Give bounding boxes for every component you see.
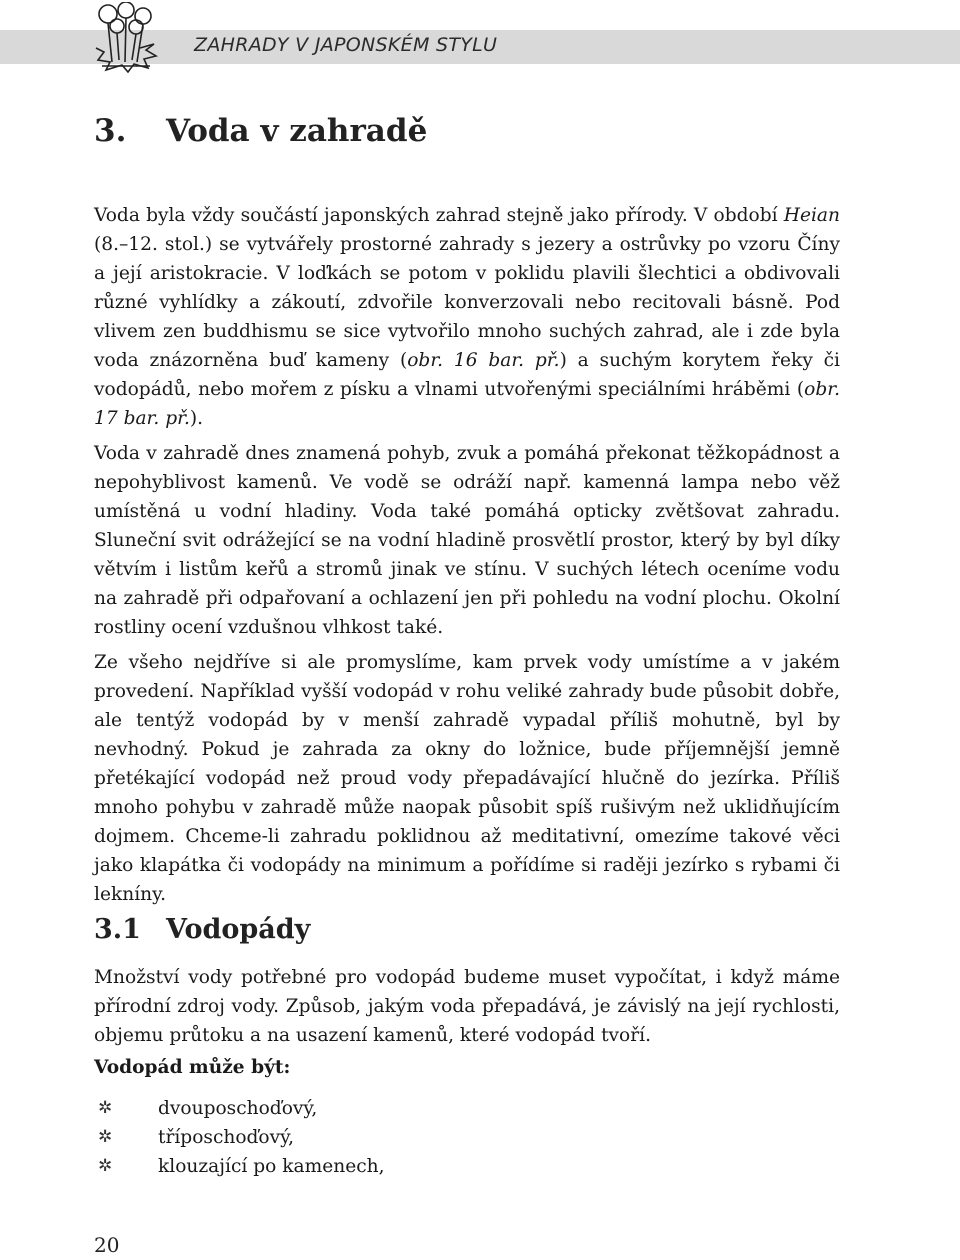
paragraph: Voda v zahradě dnes znamená pohyb, zvuk a pomáhá překonat těžkopádnost a nepohyblivost kamenů. Ve vodě se odráží např. kamenná lampa nebo věž umístěná u vodní hladiny. Voda také pomáhá opticky zvětšovat zahradu. Sluneční svit odrážející se na vodní hladině prosvětlí prostor, který by byl díky větvím i listům keřů a stromů jinak ve stínu. V suchých létech oceníme vodu na zahradě při odpařovaní a ochlazení jen při pohledu na vodní plochu. Okolní rostliny ocení vzdušnou vlhkost také. <box>94 443 840 638</box>
page-number: 20 <box>94 1233 120 1257</box>
trees-logo-icon <box>92 2 160 74</box>
section-number: 3.1 <box>94 914 141 945</box>
chapter-title: Voda v zahradě <box>166 113 428 149</box>
list-item-text: klouzající po kamenech, <box>158 1156 385 1177</box>
figure-reference: obr. 16 bar. př. <box>407 350 560 371</box>
bullet-list <box>94 1094 385 1181</box>
running-header-title: ZAHRADY V JAPONSKÉM STYLU <box>194 34 498 56</box>
list-item-text: tříposchoďový, <box>158 1127 295 1148</box>
paragraph <box>94 201 840 433</box>
text-run: ) a suchým korytem řeky či vodopádů, nebo mořem z písku a vlnami utvořenými speciálními hráběmi ( <box>94 350 841 400</box>
snowflake-bullet-icon: ✲ <box>98 1098 113 1118</box>
list-item-text: dvouposchoďový, <box>158 1098 318 1119</box>
list-item <box>94 1152 385 1181</box>
section-title: Vodopády <box>166 914 311 945</box>
text-run-italic: Heian <box>783 205 840 226</box>
paragraph: Ze všeho nejdříve si ale promyslíme, kam prvek vody umístíme a v jakém provedení. Například vyšší vodopád v rohu veliké zahrady bude působit dobře, ale tentýž vodopád by v menší zahradě vypadal příliš mohutně, byl by nevhodný. Pokud je zahrada za okny do ložnice, bude příjemnější jemně přetékající vodopád než proud vody přepadávající hlučně do jezírka. Příliš mnoho pohybu v zahradě může naopak působit spíš rušivým než uklidňujícím dojmem. Chceme-li zahradu poklidnou až meditativní, omezíme takové věci jako klapátka či vodopády na minimum a pořídíme si raději jezírko s rybami či lekníny. <box>94 652 840 905</box>
text-run: (8.–12. stol.) se vytvářely prostorné zahrady s jezery a ostrůvky po vzoru Číny a její aristokracie. V loďkách se potom v poklidu plavili šlechtici a obdivovali různé vyhlídky a zákoutí, zdvořile konverzovali nebo recitovali básně. Pod vlivem zen buddhismu se sice vytvořilo mnoho suchých zahrad, ale i zde byla voda znázorněna buď kameny ( <box>94 234 840 371</box>
snowflake-bullet-icon: ✲ <box>98 1156 113 1176</box>
figure-reference: obr. 17 bar. př. <box>94 379 840 429</box>
chapter-heading <box>94 113 427 149</box>
section-body <box>94 963 840 1056</box>
snowflake-bullet-icon: ✲ <box>98 1127 113 1147</box>
chapter-number: 3. <box>94 113 127 149</box>
section-heading <box>94 914 310 945</box>
list-item <box>94 1094 385 1123</box>
list-lead: Vodopád může být: <box>94 1057 291 1078</box>
text-run: Voda byla vždy součástí japonských zahrad stejně jako přírody. V období <box>94 205 784 226</box>
chapter-body <box>94 201 840 915</box>
paragraph: Množství vody potřebné pro vodopád budeme muset vypočítat, i když máme přírodní zdroj vody. Způsob, jakým voda přepadává, je závislý na její rychlosti, objemu průtoku a na usazení kamenů, které vodopád tvoří. <box>94 967 840 1046</box>
text-run: ). <box>189 408 204 429</box>
list-item <box>94 1123 385 1152</box>
